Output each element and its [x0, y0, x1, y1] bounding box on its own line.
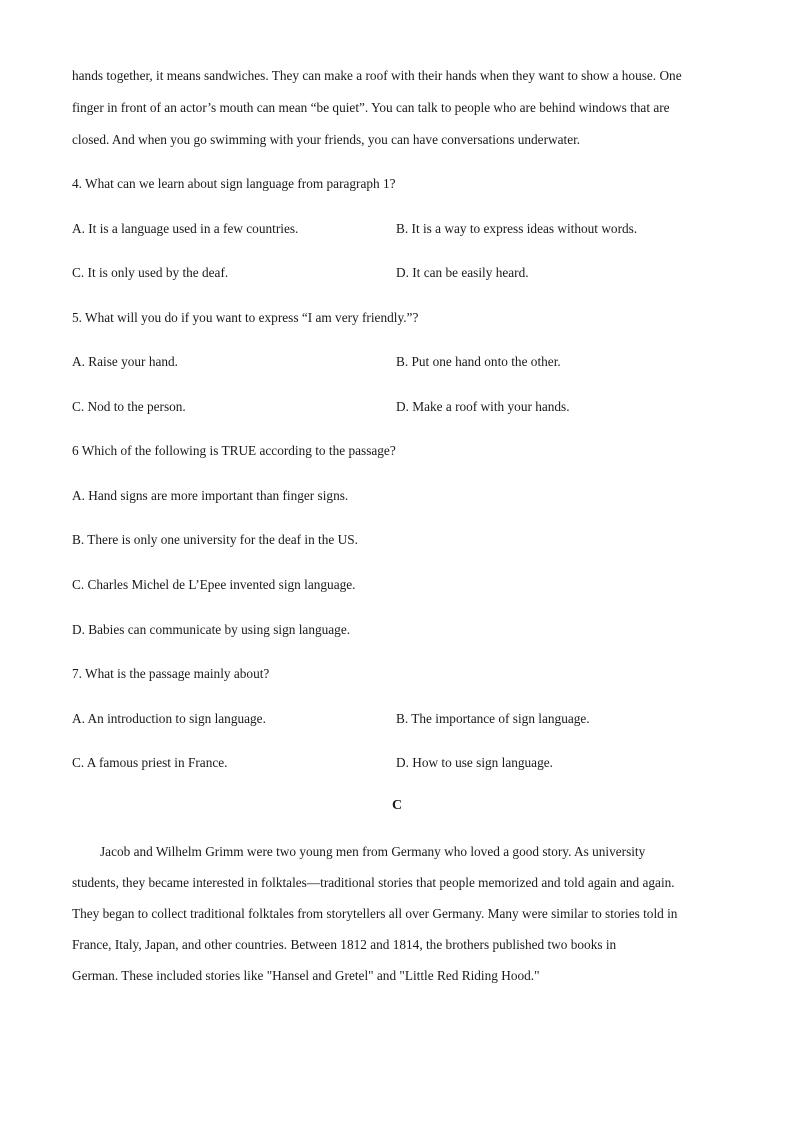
option-d: D. Babies can communicate by using sign language.	[72, 622, 351, 637]
question-stem: 6 Which of the following is TRUE according to the passage?	[72, 443, 396, 458]
option-a: A. Raise your hand.	[72, 354, 178, 369]
option-b: B. The importance of sign language.	[396, 711, 590, 726]
option-d: D. It can be easily heard.	[396, 265, 529, 280]
passage-line: students, they became interested in folktales—traditional stories that people memorized and told again and again.	[72, 875, 675, 890]
passage-line: France, Italy, Japan, and other countries. Between 1812 and 1814, the brothers published two books in	[72, 937, 617, 952]
option-d: D. How to use sign language.	[396, 755, 553, 770]
passage-line: hands together, it means sandwiches. They can make a roof with their hands when they want to show a house. One	[72, 68, 682, 83]
option-b: B. It is a way to express ideas without words.	[396, 221, 638, 236]
option-b: B. Put one hand onto the other.	[396, 354, 561, 369]
passage-line: Jacob and Wilhelm Grimm were two young men from Germany who loved a good story. As university	[100, 844, 646, 859]
option-c: C. It is only used by the deaf.	[72, 265, 229, 280]
passage-line: German. These included stories like "Hansel and Gretel" and "Little Red Riding Hood."	[72, 968, 540, 983]
option-a: A. An introduction to sign language.	[72, 711, 266, 726]
question-stem: 4. What can we learn about sign language from paragraph 1?	[72, 176, 396, 191]
passage-line: They began to collect traditional folktales from storytellers all over Germany. Many were similar to stories told in	[72, 906, 678, 921]
question-stem: 7. What is the passage mainly about?	[72, 666, 270, 681]
option-c: C. A famous priest in France.	[72, 755, 228, 770]
option-c: C. Nod to the person.	[72, 399, 186, 414]
passage-line: closed. And when you go swimming with your friends, you can have conversations underwater.	[72, 132, 581, 147]
passage-line: finger in front of an actor’s mouth can mean “be quiet”. You can talk to people who are behind windows that are	[72, 100, 670, 115]
option-a: A. It is a language used in a few countries.	[72, 221, 299, 236]
option-a: A. Hand signs are more important than finger signs.	[72, 488, 349, 503]
option-b: B. There is only one university for the deaf in the US.	[72, 532, 358, 547]
section-heading: C	[391, 798, 403, 813]
option-d: D. Make a roof with your hands.	[396, 399, 570, 414]
question-stem: 5. What will you do if you want to express “I am very friendly.”?	[72, 310, 419, 325]
option-c: C. Charles Michel de L’Epee invented sign language.	[72, 577, 356, 592]
